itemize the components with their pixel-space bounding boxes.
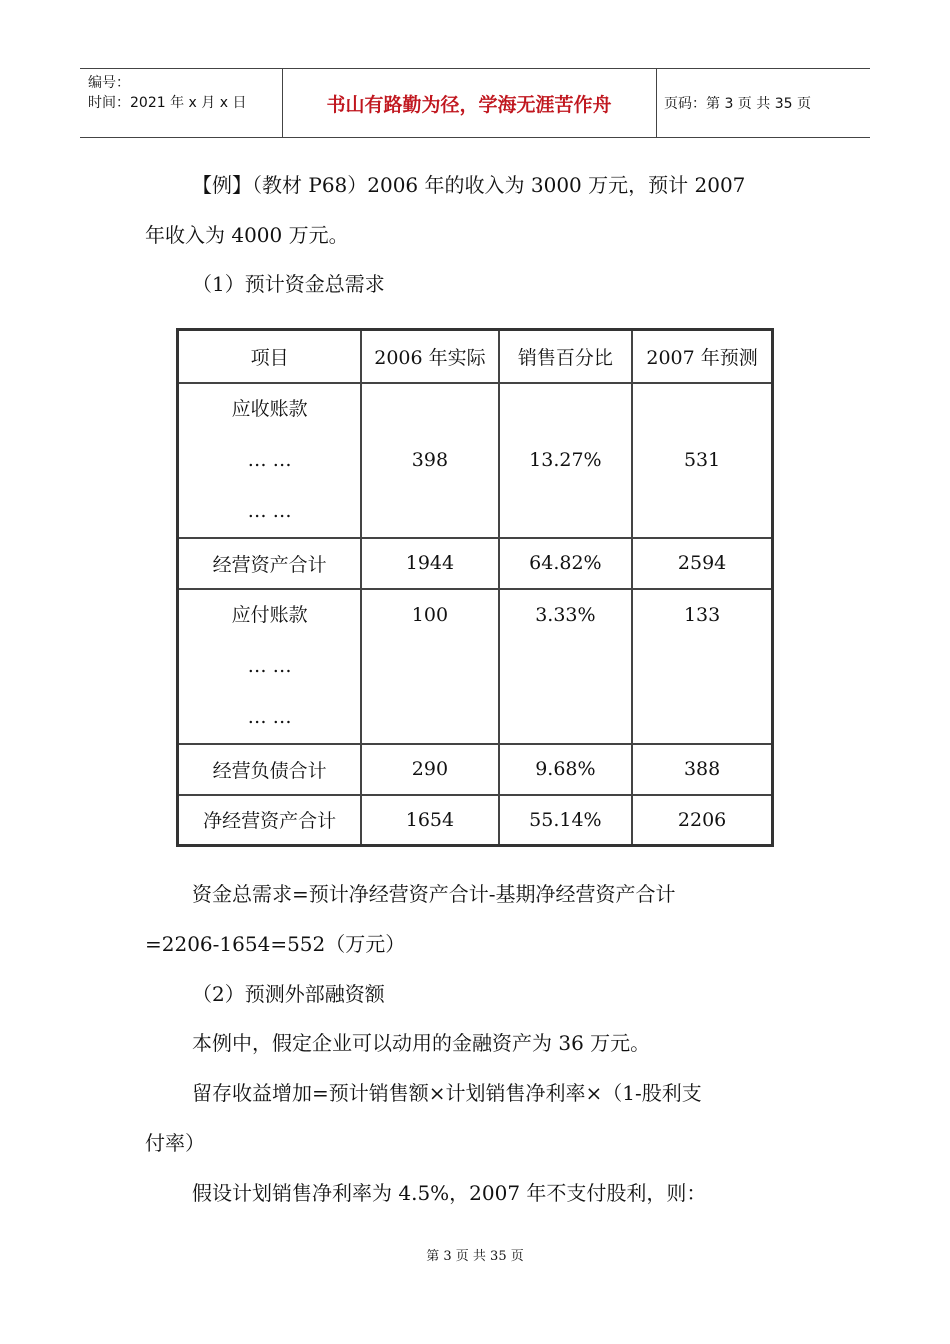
- example-line-1: 【例】（教材 P68）2006 年的收入为 3000 万元，预计 2007: [192, 173, 746, 197]
- formula-line-1: 资金总需求=预计净经营资产合计-基期净经营资产合计: [192, 882, 676, 906]
- header-cell: 项目: [178, 330, 362, 383]
- section-1-heading: （1）预计资金总需求: [192, 272, 385, 296]
- value-cell: 2594: [632, 538, 772, 589]
- item-label: 应付账款: [231, 603, 308, 626]
- item-cell: 经营负债合计: [178, 744, 362, 795]
- header-motto: 书山有路勤为径，学海无涯苦作舟: [326, 93, 612, 116]
- value-cell: [361, 589, 498, 744]
- table-row: [178, 589, 773, 744]
- value-cell: 1944: [361, 538, 498, 589]
- value-text: 133: [683, 603, 721, 626]
- retained-earnings-line-2: 付率）: [145, 1131, 205, 1155]
- table-row: [178, 795, 773, 846]
- financial-assets-paragraph: 本例中，假定企业可以动用的金融资产为 36 万元。: [192, 1031, 651, 1055]
- item-cell: 经营资产合计: [178, 538, 362, 589]
- ellipsis: … …: [247, 654, 292, 677]
- value-cell: 398: [361, 383, 498, 538]
- item-cell: [178, 589, 362, 744]
- table-row: [178, 538, 773, 589]
- forecast-table: [176, 328, 774, 847]
- value-cell: 531: [632, 383, 772, 538]
- value-cell: 9.68%: [499, 744, 633, 795]
- value-cell: 290: [361, 744, 498, 795]
- header-meta: [88, 73, 246, 113]
- item-cell: [178, 383, 362, 538]
- value-cell: 55.14%: [499, 795, 633, 846]
- table-row: [178, 383, 773, 538]
- value-cell: [632, 589, 772, 744]
- header-divider: [656, 69, 657, 137]
- table-header-row: [178, 330, 773, 383]
- page-footer: 第 3 页 共 35 页: [426, 1249, 524, 1264]
- header-cell: 2007 年预测: [632, 330, 772, 383]
- header-cell: 2006 年实际: [361, 330, 498, 383]
- header-time: 时间：2021 年 x 月 x 日: [88, 95, 247, 111]
- value-cell: 13.27%: [499, 383, 633, 538]
- ellipsis: … …: [247, 705, 292, 728]
- value-cell: [499, 589, 633, 744]
- item-cell: 净经营资产合计: [178, 795, 362, 846]
- ellipsis: … …: [247, 499, 292, 522]
- page-header: [80, 68, 870, 138]
- value-cell: 388: [632, 744, 772, 795]
- retained-earnings-line-1: 留存收益增加=预计销售额×计划销售净利率×（1-股利支: [192, 1081, 702, 1105]
- value-text: 3.33%: [535, 603, 596, 626]
- assumption-paragraph: 假设计划销售净利率为 4.5%，2007 年不支付股利，则：: [192, 1181, 707, 1205]
- section-2-heading: （2）预测外部融资额: [192, 982, 385, 1006]
- value-cell: 64.82%: [499, 538, 633, 589]
- table-row: [178, 744, 773, 795]
- value-cell: 1654: [361, 795, 498, 846]
- ellipsis: … …: [247, 448, 292, 471]
- item-label: 应收账款: [231, 397, 308, 420]
- header-page-info: 页码：第 3 页 共 35 页: [664, 96, 811, 112]
- value-cell: 2206: [632, 795, 772, 846]
- example-line-2: 年收入为 4000 万元。: [145, 223, 349, 247]
- header-cell: 销售百分比: [499, 330, 633, 383]
- header-number: 编号：: [88, 75, 130, 91]
- value-text: 100: [411, 603, 449, 626]
- formula-line-2: =2206-1654=552（万元）: [145, 932, 406, 956]
